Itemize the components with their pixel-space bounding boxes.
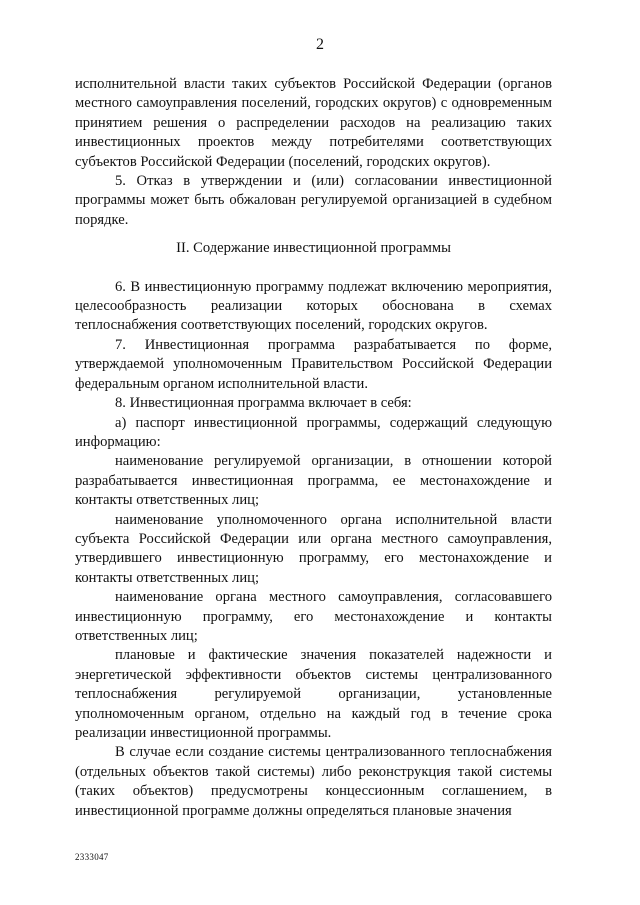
section-heading: II. Содержание инвестиционной программы <box>176 240 451 257</box>
paragraph: а) паспорт инвестиционной программы, содержащий следующую информацию: <box>75 414 552 450</box>
paragraph: 5. Отказ в утверждении и (или) согласовании инвестиционной программы может быть обжалован регулируемой организацией в судебном порядке. <box>75 173 552 228</box>
document-id: 2333047 <box>75 852 109 862</box>
page-number: 2 <box>316 36 324 53</box>
paragraph: 7. Инвестиционная программа разрабатывается по форме, утверждаемой уполномоченным Правительством Российской Федерации федеральным органом исполнительной власти. <box>75 336 552 392</box>
document-body <box>75 75 552 821</box>
paragraph: наименование регулируемой организации, в отношении которой разрабатывается инвестиционная программа, ее местонахождение и контакты ответственных лиц; <box>75 453 552 509</box>
paragraph: 8. Инвестиционная программа включает в себя: <box>115 395 412 412</box>
paragraph: исполнительной власти таких субъектов Российской Федерации (органов местного самоуправления поселений, городских округов) с одновременным принятием решения о распределении расходов на реализацию таких инвестиционных проектов между потребителями соответствующих субъектов Российской Федерации (поселений, городских округов). <box>75 76 552 170</box>
paragraph: В случае если создание системы централизованного теплоснабжения (отдельных объектов такой системы) либо реконструкция такой системы (таких объектов) предусмотрены концессионным соглашением, в инвестиционной программе должны определяться плановые значения <box>75 744 552 819</box>
paragraph: плановые и фактические значения показателей надежности и энергетической эффективности объектов системы централизованного теплоснабжения регулируемой организации, установленные уполномоченным органом, отдельно на каждый год в течение срока реализации инвестиционной программы. <box>75 647 552 741</box>
paragraph: наименование органа местного самоуправления, согласовавшего инвестиционную программу, его местонахождение и контакты ответственных лиц; <box>75 589 552 644</box>
paragraph: наименование уполномоченного органа исполнительной власти субъекта Российской Федерации или органа местного самоуправления, утвердившего инвестиционную программу, его местонахождение и контакты ответственных лиц; <box>75 511 552 586</box>
paragraph: 6. В инвестиционную программу подлежат включению мероприятия, целесообразность реализации которых обоснована в схемах теплоснабжения соответствующих поселений, городских округов. <box>75 278 552 334</box>
